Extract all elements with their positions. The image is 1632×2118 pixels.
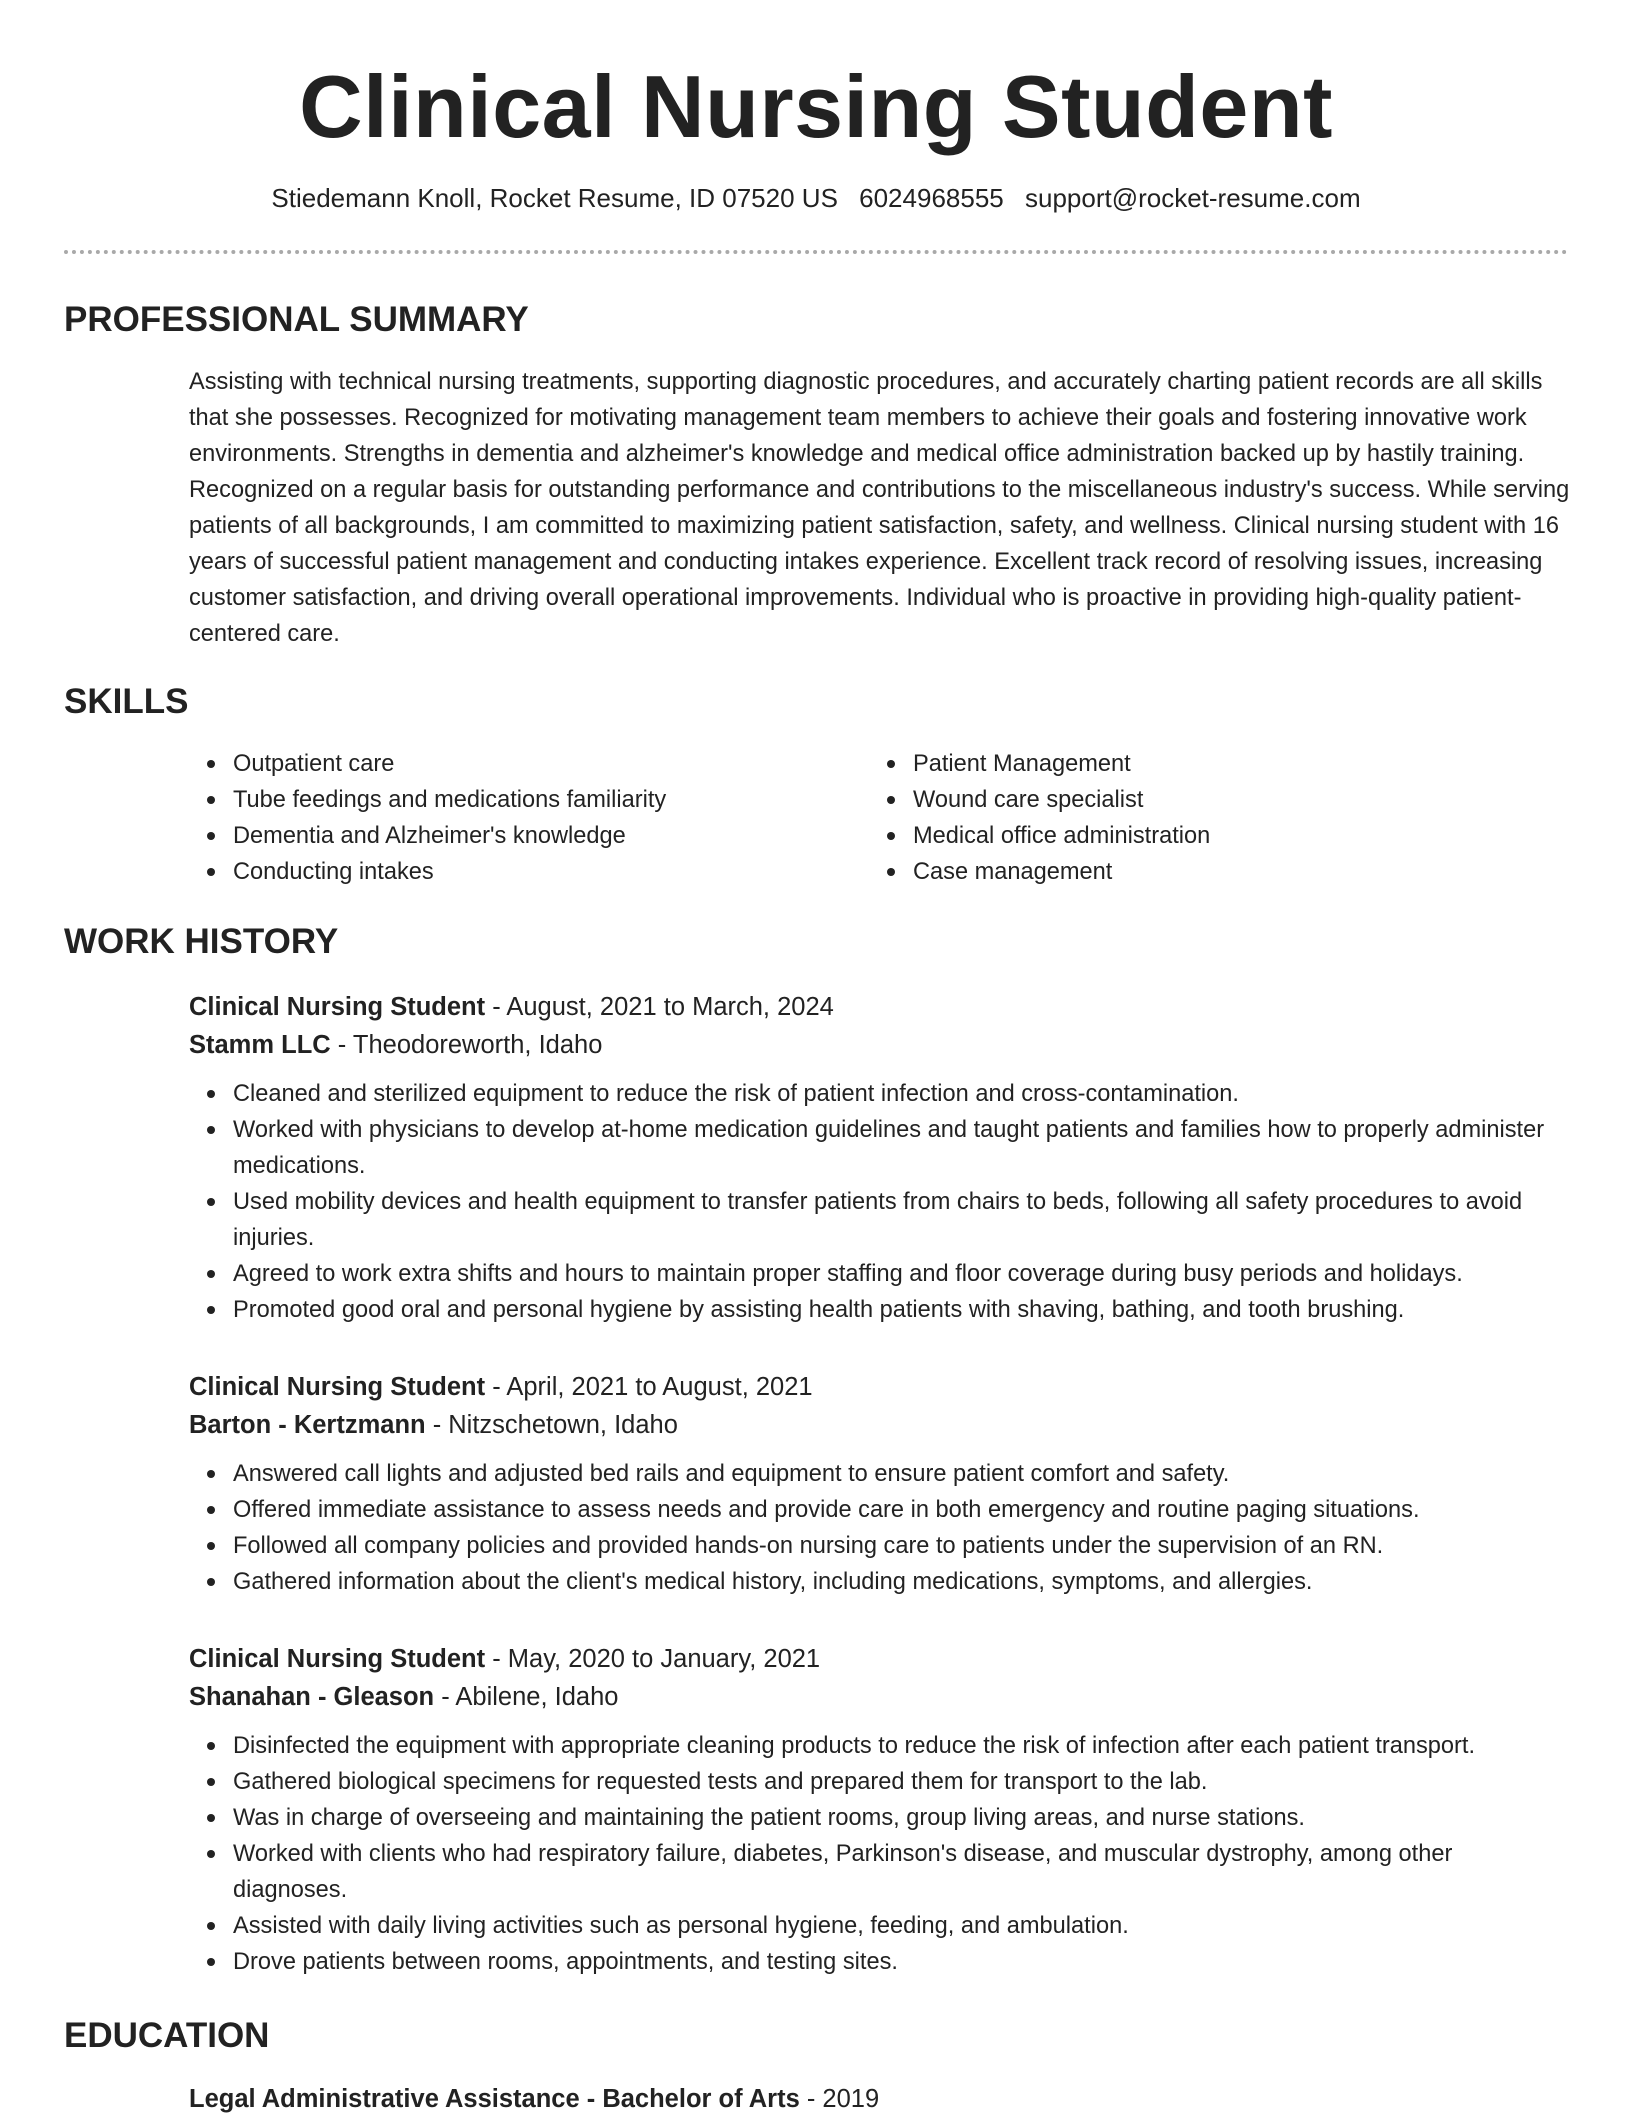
job-bullet: Assisted with daily living activities such as personal hygiene, feeding, and ambulation.	[189, 1908, 1571, 1944]
contact-email: support@rocket-resume.com	[1024, 183, 1361, 213]
job-bullet: Cleaned and sterilized equipment to reduce the risk of patient infection and cross-contamination.	[189, 1076, 1571, 1112]
job-bullets	[189, 1456, 1571, 1600]
contact-address: Stiedemann Knoll, Rocket Resume, ID 07520 US	[271, 183, 838, 213]
job-company: Barton - Kertzmann	[189, 1411, 426, 1439]
job-bullet: Worked with physicians to develop at-home medication guidelines and taught patients and families how to properly administer medications.	[189, 1112, 1571, 1184]
contact-phone: 6024968555	[859, 183, 1004, 213]
education-year: - 2019	[799, 2085, 880, 2113]
job-location: - Abilene, Idaho	[434, 1683, 619, 1711]
skill-item: Wound care specialist	[869, 782, 1549, 818]
skill-item: Outpatient care	[189, 746, 869, 782]
skills-list	[189, 746, 1571, 890]
skills-column-right	[869, 746, 1549, 890]
education-heading: EDUCATION	[64, 2016, 270, 2055]
education-line	[189, 2080, 1571, 2118]
job-title-line	[189, 988, 1571, 1026]
job-bullet: Was in charge of overseeing and maintaining the patient rooms, group living areas, and nurse stations.	[189, 1800, 1571, 1836]
skill-item: Medical office administration	[869, 818, 1549, 854]
job-bullet: Followed all company policies and provided hands-on nursing care to patients under the supervision of an RN.	[189, 1528, 1571, 1564]
skill-item: Case management	[869, 854, 1549, 890]
job-bullet: Worked with clients who had respiratory failure, diabetes, Parkinson's disease, and muscular dystrophy, among other diagnoses.	[189, 1836, 1571, 1908]
skill-item: Dementia and Alzheimer's knowledge	[189, 818, 869, 854]
job-bullet: Promoted good oral and personal hygiene by assisting health patients with shaving, bathing, and tooth brushing.	[189, 1292, 1571, 1328]
job-entry	[189, 1368, 1571, 1600]
job-bullet: Disinfected the equipment with appropriate cleaning products to reduce the risk of infection after each patient transport.	[189, 1728, 1571, 1764]
skill-item: Conducting intakes	[189, 854, 869, 890]
contact-line	[0, 180, 1632, 216]
skills-heading: SKILLS	[64, 682, 189, 721]
work-history-heading: WORK HISTORY	[64, 922, 339, 961]
job-dates: - April, 2021 to August, 2021	[485, 1373, 813, 1401]
resume-name: Clinical Nursing Student	[299, 57, 1333, 156]
job-company-line	[189, 1678, 1571, 1716]
header-divider	[64, 250, 1568, 254]
job-company-line	[189, 1406, 1571, 1444]
skill-item: Patient Management	[869, 746, 1549, 782]
job-role: Clinical Nursing Student	[189, 1645, 486, 1673]
job-bullet: Agreed to work extra shifts and hours to maintain proper staffing and floor coverage during busy periods and holidays.	[189, 1256, 1571, 1292]
job-bullet: Offered immediate assistance to assess needs and provide care in both emergency and routine paging situations.	[189, 1492, 1571, 1528]
summary-text: Assisting with technical nursing treatments, supporting diagnostic procedures, and accurately charting patient records are all skills that she possesses. Recognized for motivating management team members to achieve their goals and fostering innovative work environments. Strengths in dementia and alzheimer's knowledge and medical office administration backed up by hastily training. Recognized on a regular basis for outstanding performance and contributions to the miscellaneous industry's success. While serving patients of all backgrounds, I am committed to maximizing patient satisfaction, safety, and wellness. Clinical nursing student with 16 years of successful patient management and conducting intakes experience. Excellent track record of resolving issues, increasing customer satisfaction, and driving overall operational improvements. Individual who is proactive in providing high-quality patient-centered care.	[189, 369, 1570, 647]
education-entry	[189, 2080, 1571, 2118]
education-degree: Legal Administrative Assistance - Bachelor of Arts	[189, 2085, 800, 2113]
job-bullet: Drove patients between rooms, appointments, and testing sites.	[189, 1944, 1571, 1980]
job-location: - Nitzschetown, Idaho	[425, 1411, 678, 1439]
job-dates: - August, 2021 to March, 2024	[485, 993, 834, 1021]
job-entry	[189, 1640, 1571, 1980]
skills-column-left	[189, 746, 869, 890]
job-entry	[189, 988, 1571, 1328]
job-role: Clinical Nursing Student	[189, 993, 486, 1021]
job-title-line	[189, 1368, 1571, 1406]
job-dates: - May, 2020 to January, 2021	[485, 1645, 821, 1673]
job-bullet: Used mobility devices and health equipment to transfer patients from chairs to beds, following all safety procedures to avoid injuries.	[189, 1184, 1571, 1256]
job-title-line	[189, 1640, 1571, 1678]
job-bullet: Gathered information about the client's medical history, including medications, symptoms, and allergies.	[189, 1564, 1571, 1600]
job-company: Stamm LLC	[189, 1031, 331, 1059]
job-company-line	[189, 1026, 1571, 1064]
job-role: Clinical Nursing Student	[189, 1373, 486, 1401]
job-bullet: Answered call lights and adjusted bed rails and equipment to ensure patient comfort and safety.	[189, 1456, 1571, 1492]
skill-item: Tube feedings and medications familiarity	[189, 782, 869, 818]
summary-heading: PROFESSIONAL SUMMARY	[64, 300, 529, 339]
job-company: Shanahan - Gleason	[189, 1683, 435, 1711]
job-bullets	[189, 1728, 1571, 1980]
job-location: - Theodoreworth, Idaho	[330, 1031, 603, 1059]
job-bullet: Gathered biological specimens for requested tests and prepared them for transport to the lab.	[189, 1764, 1571, 1800]
job-bullets	[189, 1076, 1571, 1328]
